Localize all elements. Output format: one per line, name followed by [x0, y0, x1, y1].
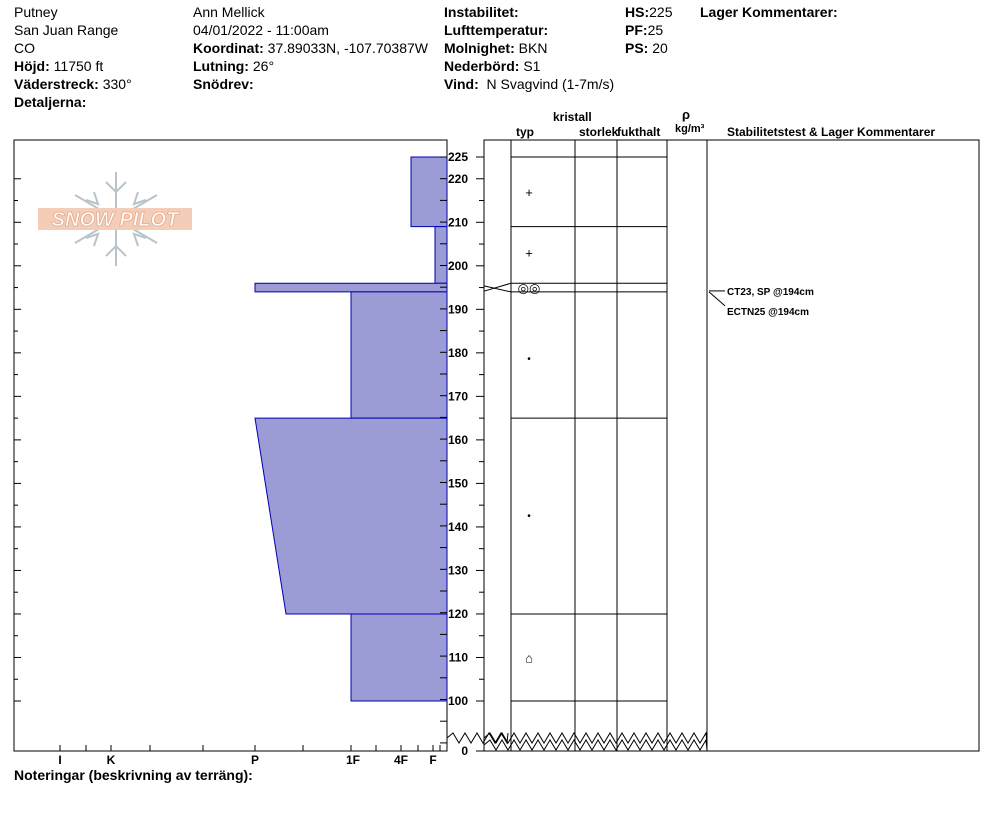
height-label-170: 170 [447, 389, 468, 404]
annotation-ct: CT23, SP @194cm [727, 286, 814, 298]
airtemp-label: Lufttemperatur: [444, 22, 549, 38]
height-label-160: 160 [447, 432, 468, 447]
col-size: storlek [579, 125, 619, 139]
precip-value: S1 [523, 58, 541, 74]
height-label-130: 130 [447, 563, 468, 578]
height-label-190: 190 [447, 302, 468, 317]
logo-text: SNOW PILOT [51, 209, 179, 231]
hardness-label-4F: 4F [393, 753, 409, 767]
details-label: Detaljerna: [14, 94, 87, 110]
grain-symbols [518, 185, 541, 666]
notes-label: Noteringar (beskrivning av terräng): [14, 767, 253, 783]
annotation-arrow [709, 292, 725, 306]
coord-value: 37.89033N, -107.70387W [267, 40, 428, 56]
sky-value: BKN [518, 40, 548, 56]
height-axis [448, 150, 484, 758]
grain-symbol: + [525, 184, 533, 200]
slope-label: Lutning: [193, 58, 249, 74]
col-type: typ [516, 125, 534, 139]
layer-0 [411, 157, 447, 227]
height-label-120: 120 [447, 606, 468, 621]
hardness-label-1F: 1F [345, 753, 361, 767]
grain-symbol: ◎◎ [517, 280, 541, 296]
aspect-label: Väderstreck: [14, 76, 99, 92]
height-label-100: 100 [447, 694, 468, 708]
instability-label: Instabilitet: [444, 4, 519, 20]
sky-label: Molnighet: [444, 40, 515, 56]
height-label-180: 180 [447, 345, 468, 360]
location-name: Putney [14, 4, 58, 20]
pf-label: PF: [625, 22, 648, 38]
height-label-220: 220 [447, 171, 468, 186]
table-break [484, 740, 707, 750]
observer-name: Ann Mellick [193, 4, 265, 20]
height-label-150: 150 [447, 476, 468, 491]
layer-5 [351, 614, 447, 701]
precip-label: Nederbörd: [444, 58, 520, 74]
slope-value: 26° [252, 58, 275, 74]
col-moisture: fukthalt [617, 125, 661, 139]
hardness-label-P: P [250, 753, 260, 767]
layer-3 [351, 292, 447, 418]
aspect-value: 330° [102, 76, 132, 92]
height-label-225: 225 [447, 150, 468, 164]
grain-symbol: ⌂ [525, 650, 533, 666]
hardness-layers [255, 157, 447, 701]
drift-label: Snödrev: [193, 76, 254, 92]
col-density-unit: kg/m³ [675, 123, 705, 135]
stability-annotations [709, 287, 814, 318]
hardness-label-K: K [106, 753, 116, 767]
height-label-140: 140 [447, 519, 468, 534]
layer-comments-label: Lager Kommentarer: [700, 4, 838, 20]
pf-value: 25 [647, 22, 664, 38]
grain-table-columns [447, 140, 707, 751]
layer-1 [435, 227, 447, 284]
col-stability: Stabilitetstest & Lager Kommentarer [727, 125, 936, 139]
wind-value: N Svagvind (1-7m/s) [486, 76, 615, 92]
ps-label: PS: [625, 40, 649, 56]
grain-symbol: + [525, 245, 533, 261]
hardness-label-I: I [58, 753, 62, 767]
height-label-0: 0 [461, 744, 468, 758]
layer-2 [255, 283, 447, 292]
grain-table-frame [484, 140, 979, 751]
height-label-210: 210 [447, 215, 468, 230]
hardness-axis [58, 745, 440, 767]
hs-label: HS: [625, 4, 650, 20]
snowpilot-logo [38, 172, 192, 266]
table-break [484, 733, 707, 743]
height-label-110: 110 [448, 650, 468, 665]
range-name: San Juan Range [14, 22, 119, 38]
hs-value: 225 [649, 4, 673, 20]
coord-label: Koordinat: [193, 40, 264, 56]
col-crystal: kristall [553, 110, 592, 124]
grain-symbol: • [527, 354, 531, 366]
height-label-200: 200 [447, 258, 468, 273]
hardness-label-F: F [429, 753, 437, 767]
layer-4 [255, 418, 447, 614]
elevation-value: 11750 ft [53, 58, 104, 74]
ps-value: 20 [652, 40, 668, 56]
annotation-ect: ECTN25 @194cm [727, 306, 810, 318]
wind-label: Vind: [444, 76, 479, 92]
grain-symbol: • [527, 510, 531, 522]
state-name: CO [14, 40, 35, 56]
observation-datetime: 04/01/2022 - 11:00am [193, 22, 329, 38]
elevation-label: Höjd: [14, 58, 50, 74]
col-rho: ρ [682, 107, 691, 122]
